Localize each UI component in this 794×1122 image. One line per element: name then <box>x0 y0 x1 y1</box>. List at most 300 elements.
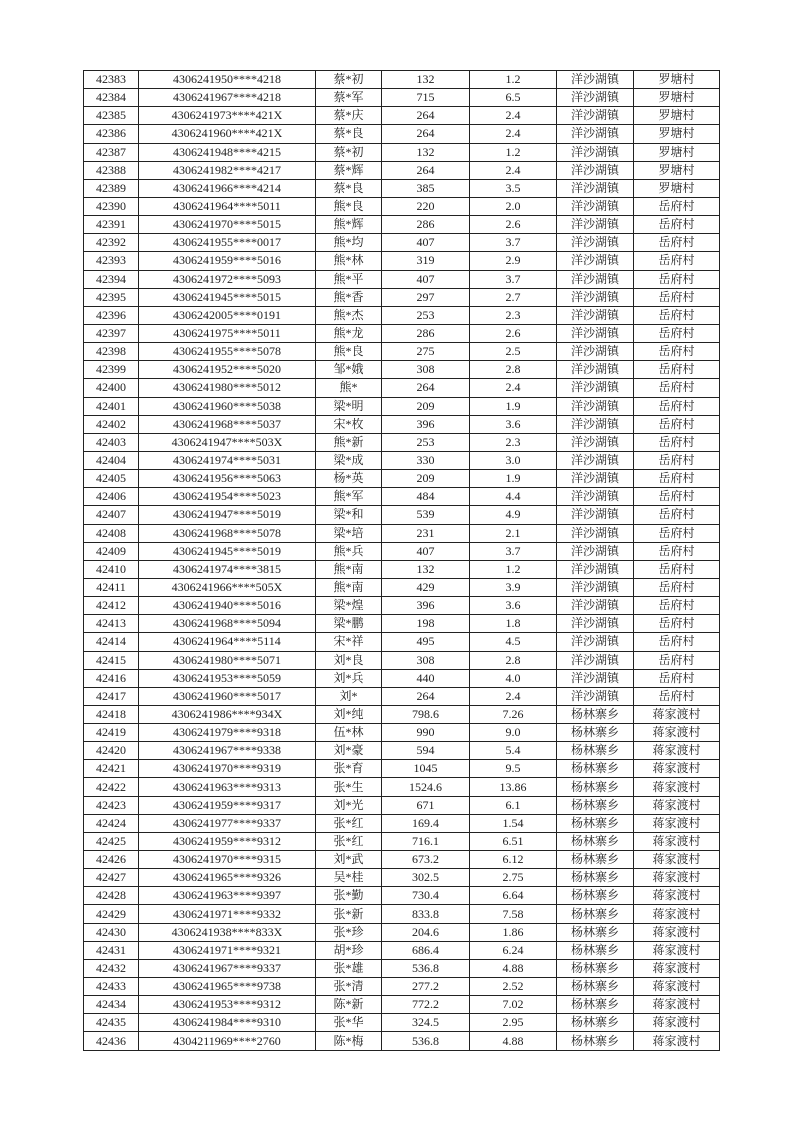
cell-name: 熊*南 <box>316 578 382 596</box>
cell-town: 洋沙湖镇 <box>557 433 634 451</box>
table-row <box>84 197 720 215</box>
table-row <box>84 615 720 633</box>
cell-village: 岳府村 <box>634 560 720 578</box>
cell-id-number: 4306241948****4215 <box>139 143 316 161</box>
cell-seq: 42392 <box>84 234 139 252</box>
cell-name: 熊* <box>316 379 382 397</box>
cell-quantity: 3.6 <box>470 415 557 433</box>
cell-quantity: 1.2 <box>470 560 557 578</box>
cell-town: 洋沙湖镇 <box>557 288 634 306</box>
cell-amount: 772.2 <box>382 996 470 1014</box>
cell-name: 刘*纯 <box>316 705 382 723</box>
cell-id-number: 4306241971****9321 <box>139 941 316 959</box>
cell-quantity: 6.12 <box>470 851 557 869</box>
cell-amount: 319 <box>382 252 470 270</box>
cell-amount: 308 <box>382 651 470 669</box>
cell-id-number: 4306241972****5093 <box>139 270 316 288</box>
table-row <box>84 451 720 469</box>
cell-amount: 132 <box>382 143 470 161</box>
cell-amount: 1045 <box>382 760 470 778</box>
cell-amount: 440 <box>382 669 470 687</box>
cell-quantity: 6.1 <box>470 796 557 814</box>
cell-village: 蒋家渡村 <box>634 1014 720 1032</box>
table-row <box>84 542 720 560</box>
cell-quantity: 2.75 <box>470 869 557 887</box>
cell-quantity: 2.5 <box>470 343 557 361</box>
cell-seq: 42422 <box>84 778 139 796</box>
cell-quantity: 2.95 <box>470 1014 557 1032</box>
cell-amount: 495 <box>382 633 470 651</box>
cell-name: 陈*新 <box>316 996 382 1014</box>
cell-town: 杨林寨乡 <box>557 724 634 742</box>
cell-seq: 42436 <box>84 1032 139 1050</box>
table-row <box>84 234 720 252</box>
cell-quantity: 1.86 <box>470 923 557 941</box>
cell-seq: 42432 <box>84 959 139 977</box>
cell-name: 张*珍 <box>316 923 382 941</box>
cell-id-number: 4306241970****9319 <box>139 760 316 778</box>
cell-id-number: 4306241966****4214 <box>139 179 316 197</box>
cell-town: 洋沙湖镇 <box>557 361 634 379</box>
cell-quantity: 4.0 <box>470 669 557 687</box>
cell-name: 熊*良 <box>316 343 382 361</box>
cell-seq: 42421 <box>84 760 139 778</box>
cell-name: 刘*武 <box>316 851 382 869</box>
cell-name: 熊*龙 <box>316 324 382 342</box>
cell-village: 蒋家渡村 <box>634 869 720 887</box>
cell-amount: 673.2 <box>382 851 470 869</box>
cell-name: 杨*英 <box>316 470 382 488</box>
table-row <box>84 724 720 742</box>
cell-town: 洋沙湖镇 <box>557 252 634 270</box>
table-row <box>84 343 720 361</box>
cell-amount: 407 <box>382 542 470 560</box>
cell-village: 罗塘村 <box>634 107 720 125</box>
cell-town: 洋沙湖镇 <box>557 542 634 560</box>
cell-id-number: 4306241959****5016 <box>139 252 316 270</box>
table-row <box>84 705 720 723</box>
cell-village: 蒋家渡村 <box>634 778 720 796</box>
cell-seq: 42388 <box>84 161 139 179</box>
cell-quantity: 2.0 <box>470 197 557 215</box>
cell-name: 梁*煌 <box>316 597 382 615</box>
cell-name: 张*红 <box>316 832 382 850</box>
cell-id-number: 4306241964****5114 <box>139 633 316 651</box>
cell-town: 洋沙湖镇 <box>557 306 634 324</box>
table-row <box>84 851 720 869</box>
cell-id-number: 4306241974****3815 <box>139 560 316 578</box>
cell-town: 洋沙湖镇 <box>557 379 634 397</box>
cell-seq: 42393 <box>84 252 139 270</box>
cell-id-number: 4306241970****5015 <box>139 216 316 234</box>
table-row <box>84 143 720 161</box>
cell-village: 罗塘村 <box>634 161 720 179</box>
table-row <box>84 959 720 977</box>
cell-town: 杨林寨乡 <box>557 996 634 1014</box>
cell-seq: 42400 <box>84 379 139 397</box>
cell-seq: 42434 <box>84 996 139 1014</box>
cell-seq: 42412 <box>84 597 139 615</box>
cell-seq: 42419 <box>84 724 139 742</box>
cell-name: 张*新 <box>316 905 382 923</box>
cell-seq: 42407 <box>84 506 139 524</box>
cell-village: 蒋家渡村 <box>634 923 720 941</box>
cell-amount: 330 <box>382 451 470 469</box>
table-row <box>84 941 720 959</box>
cell-seq: 42390 <box>84 197 139 215</box>
cell-amount: 286 <box>382 324 470 342</box>
cell-village: 岳府村 <box>634 306 720 324</box>
cell-id-number: 4306241940****5016 <box>139 597 316 615</box>
cell-amount: 277.2 <box>382 978 470 996</box>
cell-village: 蒋家渡村 <box>634 978 720 996</box>
cell-id-number: 4306241984****9310 <box>139 1014 316 1032</box>
cell-amount: 396 <box>382 415 470 433</box>
cell-id-number: 4306241945****5015 <box>139 288 316 306</box>
cell-seq: 42415 <box>84 651 139 669</box>
cell-village: 岳府村 <box>634 578 720 596</box>
cell-id-number: 4306241971****9332 <box>139 905 316 923</box>
cell-id-number: 4306241956****5063 <box>139 470 316 488</box>
cell-quantity: 3.7 <box>470 234 557 252</box>
cell-amount: 198 <box>382 615 470 633</box>
cell-name: 张*勤 <box>316 887 382 905</box>
cell-seq: 42430 <box>84 923 139 941</box>
cell-id-number: 4306241947****5019 <box>139 506 316 524</box>
cell-town: 杨林寨乡 <box>557 832 634 850</box>
cell-name: 熊*良 <box>316 197 382 215</box>
table-row <box>84 687 720 705</box>
cell-village: 岳府村 <box>634 324 720 342</box>
cell-id-number: 4306242005****0191 <box>139 306 316 324</box>
table-row <box>84 324 720 342</box>
cell-village: 蒋家渡村 <box>634 851 720 869</box>
cell-town: 杨林寨乡 <box>557 869 634 887</box>
cell-quantity: 1.9 <box>470 397 557 415</box>
cell-town: 洋沙湖镇 <box>557 687 634 705</box>
cell-name: 熊*林 <box>316 252 382 270</box>
cell-amount: 220 <box>382 197 470 215</box>
cell-name: 宋*祥 <box>316 633 382 651</box>
cell-town: 洋沙湖镇 <box>557 488 634 506</box>
cell-id-number: 4306241960****5017 <box>139 687 316 705</box>
cell-name: 熊*平 <box>316 270 382 288</box>
cell-town: 洋沙湖镇 <box>557 524 634 542</box>
cell-seq: 42416 <box>84 669 139 687</box>
cell-town: 洋沙湖镇 <box>557 597 634 615</box>
cell-town: 杨林寨乡 <box>557 1014 634 1032</box>
cell-id-number: 4306241960****5038 <box>139 397 316 415</box>
cell-seq: 42411 <box>84 578 139 596</box>
cell-seq: 42402 <box>84 415 139 433</box>
cell-name: 张*生 <box>316 778 382 796</box>
cell-village: 岳府村 <box>634 270 720 288</box>
cell-seq: 42435 <box>84 1014 139 1032</box>
cell-amount: 264 <box>382 161 470 179</box>
table-row <box>84 125 720 143</box>
cell-village: 罗塘村 <box>634 125 720 143</box>
cell-quantity: 6.51 <box>470 832 557 850</box>
cell-quantity: 2.6 <box>470 216 557 234</box>
table-row <box>84 270 720 288</box>
cell-seq: 42396 <box>84 306 139 324</box>
cell-id-number: 4306241953****5059 <box>139 669 316 687</box>
cell-town: 杨林寨乡 <box>557 941 634 959</box>
cell-amount: 308 <box>382 361 470 379</box>
cell-amount: 132 <box>382 71 470 89</box>
cell-quantity: 2.4 <box>470 161 557 179</box>
cell-amount: 253 <box>382 433 470 451</box>
cell-quantity: 4.88 <box>470 1032 557 1050</box>
cell-seq: 42408 <box>84 524 139 542</box>
cell-name: 蔡*初 <box>316 143 382 161</box>
cell-town: 杨林寨乡 <box>557 851 634 869</box>
cell-seq: 42385 <box>84 107 139 125</box>
cell-seq: 42413 <box>84 615 139 633</box>
cell-seq: 42398 <box>84 343 139 361</box>
cell-seq: 42391 <box>84 216 139 234</box>
cell-town: 洋沙湖镇 <box>557 397 634 415</box>
cell-village: 岳府村 <box>634 288 720 306</box>
cell-village: 蒋家渡村 <box>634 742 720 760</box>
cell-town: 杨林寨乡 <box>557 814 634 832</box>
cell-name: 熊*新 <box>316 433 382 451</box>
cell-id-number: 4306241968****5037 <box>139 415 316 433</box>
cell-id-number: 4306241973****421X <box>139 107 316 125</box>
cell-quantity: 2.4 <box>470 125 557 143</box>
cell-amount: 204.6 <box>382 923 470 941</box>
cell-village: 岳府村 <box>634 234 720 252</box>
cell-quantity: 7.02 <box>470 996 557 1014</box>
table-row <box>84 778 720 796</box>
cell-id-number: 4306241968****5094 <box>139 615 316 633</box>
cell-amount: 798.6 <box>382 705 470 723</box>
cell-seq: 42418 <box>84 705 139 723</box>
cell-id-number: 4306241938****833X <box>139 923 316 941</box>
cell-village: 蒋家渡村 <box>634 1032 720 1050</box>
cell-seq: 42409 <box>84 542 139 560</box>
cell-town: 洋沙湖镇 <box>557 470 634 488</box>
cell-name: 刘*良 <box>316 651 382 669</box>
cell-quantity: 1.54 <box>470 814 557 832</box>
cell-name: 蔡*庆 <box>316 107 382 125</box>
cell-town: 洋沙湖镇 <box>557 179 634 197</box>
cell-quantity: 5.4 <box>470 742 557 760</box>
cell-id-number: 4306241952****5020 <box>139 361 316 379</box>
table-row <box>84 578 720 596</box>
cell-village: 蒋家渡村 <box>634 724 720 742</box>
cell-quantity: 2.8 <box>470 651 557 669</box>
cell-village: 罗塘村 <box>634 89 720 107</box>
cell-town: 杨林寨乡 <box>557 978 634 996</box>
cell-village: 罗塘村 <box>634 179 720 197</box>
table-row <box>84 633 720 651</box>
cell-town: 杨林寨乡 <box>557 887 634 905</box>
cell-quantity: 2.4 <box>470 379 557 397</box>
cell-name: 张*清 <box>316 978 382 996</box>
table-row <box>84 887 720 905</box>
table-row <box>84 560 720 578</box>
cell-id-number: 4306241974****5031 <box>139 451 316 469</box>
table-row <box>84 1014 720 1032</box>
cell-name: 熊*南 <box>316 560 382 578</box>
cell-amount: 169.4 <box>382 814 470 832</box>
cell-seq: 42433 <box>84 978 139 996</box>
table-row <box>84 379 720 397</box>
cell-village: 岳府村 <box>634 451 720 469</box>
cell-village: 岳府村 <box>634 615 720 633</box>
cell-id-number: 4306241966****505X <box>139 578 316 596</box>
cell-quantity: 6.5 <box>470 89 557 107</box>
table-row <box>84 978 720 996</box>
cell-amount: 716.1 <box>382 832 470 850</box>
cell-town: 洋沙湖镇 <box>557 324 634 342</box>
cell-amount: 297 <box>382 288 470 306</box>
cell-village: 岳府村 <box>634 597 720 615</box>
cell-amount: 1524.6 <box>382 778 470 796</box>
cell-seq: 42397 <box>84 324 139 342</box>
cell-village: 蒋家渡村 <box>634 996 720 1014</box>
table-row <box>84 669 720 687</box>
cell-quantity: 1.2 <box>470 71 557 89</box>
table-row <box>84 179 720 197</box>
cell-village: 岳府村 <box>634 415 720 433</box>
cell-name: 刘* <box>316 687 382 705</box>
table-body <box>84 71 720 1051</box>
cell-village: 岳府村 <box>634 343 720 361</box>
cell-village: 岳府村 <box>634 633 720 651</box>
table-row <box>84 996 720 1014</box>
cell-name: 梁*鹏 <box>316 615 382 633</box>
table-row <box>84 488 720 506</box>
cell-village: 蒋家渡村 <box>634 941 720 959</box>
cell-town: 杨林寨乡 <box>557 778 634 796</box>
cell-town: 杨林寨乡 <box>557 923 634 941</box>
cell-name: 梁*和 <box>316 506 382 524</box>
table-row <box>84 760 720 778</box>
cell-village: 蒋家渡村 <box>634 905 720 923</box>
cell-amount: 275 <box>382 343 470 361</box>
cell-town: 洋沙湖镇 <box>557 669 634 687</box>
cell-id-number: 4306241965****9738 <box>139 978 316 996</box>
cell-quantity: 2.4 <box>470 687 557 705</box>
cell-id-number: 4306241982****4217 <box>139 161 316 179</box>
cell-amount: 539 <box>382 506 470 524</box>
cell-quantity: 2.3 <box>470 433 557 451</box>
table-row <box>84 814 720 832</box>
cell-id-number: 4306241945****5019 <box>139 542 316 560</box>
cell-quantity: 3.0 <box>470 451 557 469</box>
table-row <box>84 470 720 488</box>
cell-seq: 42405 <box>84 470 139 488</box>
cell-id-number: 4306241955****5078 <box>139 343 316 361</box>
cell-seq: 42424 <box>84 814 139 832</box>
cell-village: 罗塘村 <box>634 71 720 89</box>
table-row <box>84 796 720 814</box>
cell-quantity: 3.5 <box>470 179 557 197</box>
cell-name: 蔡*良 <box>316 179 382 197</box>
cell-village: 蒋家渡村 <box>634 887 720 905</box>
cell-amount: 671 <box>382 796 470 814</box>
table-row <box>84 524 720 542</box>
cell-quantity: 4.4 <box>470 488 557 506</box>
cell-seq: 42387 <box>84 143 139 161</box>
cell-amount: 730.4 <box>382 887 470 905</box>
cell-id-number: 4306241963****9313 <box>139 778 316 796</box>
cell-seq: 42426 <box>84 851 139 869</box>
cell-town: 洋沙湖镇 <box>557 615 634 633</box>
cell-town: 洋沙湖镇 <box>557 506 634 524</box>
cell-amount: 484 <box>382 488 470 506</box>
cell-name: 梁*培 <box>316 524 382 542</box>
cell-village: 岳府村 <box>634 669 720 687</box>
cell-amount: 833.8 <box>382 905 470 923</box>
cell-amount: 536.8 <box>382 1032 470 1050</box>
cell-seq: 42429 <box>84 905 139 923</box>
cell-seq: 42417 <box>84 687 139 705</box>
cell-name: 刘*光 <box>316 796 382 814</box>
records-table <box>83 70 720 1051</box>
cell-id-number: 4306241953****9312 <box>139 996 316 1014</box>
cell-id-number: 4304211969****2760 <box>139 1032 316 1050</box>
cell-village: 岳府村 <box>634 488 720 506</box>
cell-amount: 385 <box>382 179 470 197</box>
table-row <box>84 433 720 451</box>
cell-seq: 42386 <box>84 125 139 143</box>
cell-quantity: 3.6 <box>470 597 557 615</box>
cell-name: 蔡*初 <box>316 71 382 89</box>
cell-town: 洋沙湖镇 <box>557 270 634 288</box>
table-row <box>84 216 720 234</box>
table-row <box>84 397 720 415</box>
cell-amount: 715 <box>382 89 470 107</box>
cell-amount: 231 <box>382 524 470 542</box>
cell-amount: 594 <box>382 742 470 760</box>
cell-town: 杨林寨乡 <box>557 959 634 977</box>
cell-seq: 42428 <box>84 887 139 905</box>
cell-name: 熊*辉 <box>316 216 382 234</box>
cell-village: 蒋家渡村 <box>634 796 720 814</box>
cell-town: 杨林寨乡 <box>557 705 634 723</box>
cell-town: 洋沙湖镇 <box>557 578 634 596</box>
cell-village: 岳府村 <box>634 687 720 705</box>
cell-amount: 264 <box>382 687 470 705</box>
cell-quantity: 2.7 <box>470 288 557 306</box>
cell-quantity: 3.7 <box>470 542 557 560</box>
cell-town: 洋沙湖镇 <box>557 125 634 143</box>
table-row <box>84 361 720 379</box>
cell-village: 岳府村 <box>634 433 720 451</box>
cell-quantity: 3.9 <box>470 578 557 596</box>
cell-village: 岳府村 <box>634 651 720 669</box>
cell-seq: 42401 <box>84 397 139 415</box>
cell-quantity: 2.9 <box>470 252 557 270</box>
cell-quantity: 2.6 <box>470 324 557 342</box>
cell-village: 岳府村 <box>634 397 720 415</box>
cell-village: 岳府村 <box>634 524 720 542</box>
cell-amount: 686.4 <box>382 941 470 959</box>
cell-seq: 42399 <box>84 361 139 379</box>
cell-id-number: 4306241965****9326 <box>139 869 316 887</box>
cell-seq: 42395 <box>84 288 139 306</box>
cell-village: 岳府村 <box>634 216 720 234</box>
cell-amount: 264 <box>382 107 470 125</box>
cell-amount: 132 <box>382 560 470 578</box>
cell-amount: 209 <box>382 470 470 488</box>
cell-name: 张*华 <box>316 1014 382 1032</box>
cell-quantity: 2.8 <box>470 361 557 379</box>
cell-seq: 42420 <box>84 742 139 760</box>
